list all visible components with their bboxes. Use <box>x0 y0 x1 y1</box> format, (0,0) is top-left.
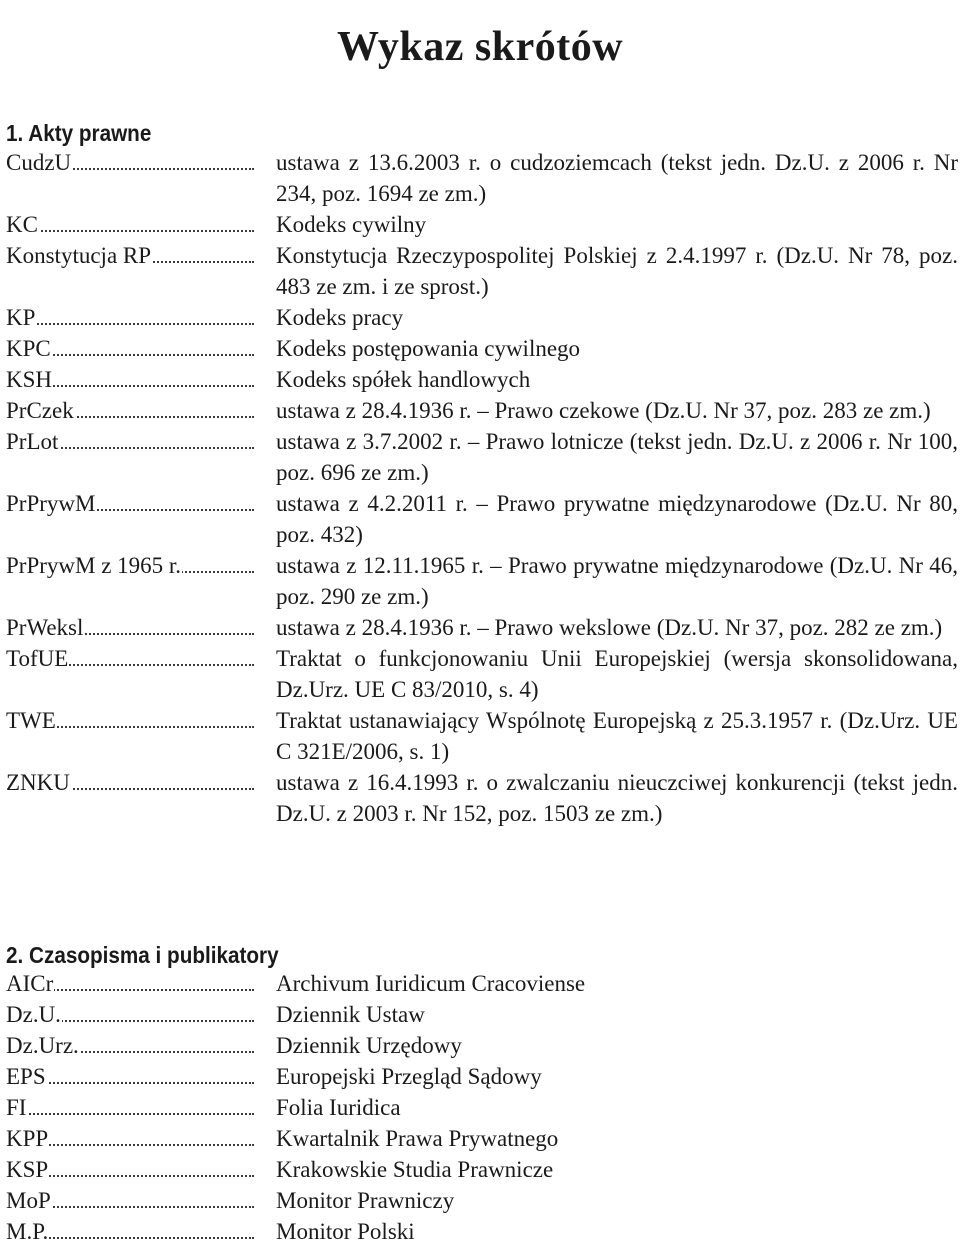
abbreviation-expansion: Kodeks cywilny <box>276 212 427 237</box>
abbreviation-expansion: Traktat o funkcjonowaniu Unii Europejskiej (wersja skonsolidowana, Dz.Urz. UE C 83/2010, s. 4) <box>276 646 958 702</box>
abbreviation-expansion: Kodeks postępowania cywilnego <box>276 336 581 361</box>
abbreviation: PrPrywM <box>6 491 96 516</box>
abbreviation-entry <box>6 240 958 302</box>
abbreviation-term <box>6 612 268 643</box>
abbreviation-entry <box>6 209 958 240</box>
abbreviation-term <box>6 147 268 178</box>
abbreviation-term <box>6 333 268 364</box>
abbreviation-entry <box>6 488 958 550</box>
abbreviation: KP <box>6 305 36 330</box>
abbreviation-term <box>6 999 268 1030</box>
abbreviation-entry <box>6 333 958 364</box>
abbreviation-expansion: ustawa z 16.4.1993 r. o zwalczaniu nieuczciwej konkurencji (tekst jedn. Dz.U. z 2003 r. Nr 152, poz. 1503 ze zm.) <box>276 770 958 826</box>
abbreviation-entry <box>6 395 958 426</box>
abbreviation-entry <box>6 147 958 209</box>
abbreviation-term <box>6 1092 268 1123</box>
abbreviation-entry <box>6 1061 958 1092</box>
abbreviation-term <box>6 1185 268 1216</box>
abbreviation-entry <box>6 767 958 829</box>
abbreviation-expansion: Kodeks pracy <box>276 305 404 330</box>
abbreviation-expansion: Monitor Prawniczy <box>276 1188 455 1213</box>
abbreviation-term <box>6 395 268 426</box>
dot-leader <box>6 230 254 232</box>
abbreviation-expansion: ustawa z 13.6.2003 r. o cudzoziemcach (tekst jedn. Dz.U. z 2006 r. Nr 234, poz. 1694 ze zm.) <box>276 150 958 206</box>
abbreviation-entry <box>6 364 958 395</box>
abbreviation: KSP <box>6 1157 49 1182</box>
abbreviation-term <box>6 643 268 674</box>
abbreviation: Konstytucja RP <box>6 243 152 268</box>
abbreviation-expansion: ustawa z 28.4.1936 r. – Prawo czekowe (Dz.U. Nr 37, poz. 283 ze zm.) <box>276 398 931 423</box>
abbreviation-entry <box>6 550 958 612</box>
abbreviation: PrPrywM z 1965 r. <box>6 553 182 578</box>
abbreviation-entry <box>6 1123 958 1154</box>
abbreviation: PrCzek <box>6 398 74 423</box>
abbreviation: TWE <box>6 708 56 733</box>
abbreviation-term <box>6 1061 268 1092</box>
abbreviation-entry <box>6 1216 958 1247</box>
abbreviation-expansion: Archivum Iuridicum Cracoviense <box>276 971 586 996</box>
abbreviation-term <box>6 426 268 457</box>
abbreviation-expansion: ustawa z 12.11.1965 r. – Prawo prywatne międzynarodowe (Dz.U. Nr 46, poz. 290 ze zm.) <box>276 553 958 609</box>
abbreviation-expansion: Europejski Przegląd Sądowy <box>276 1064 542 1089</box>
abbreviation-term <box>6 1030 268 1061</box>
abbreviation-list-czasopisma <box>6 968 958 1247</box>
abbreviation: Dz.Urz. <box>6 1033 79 1058</box>
abbreviation-term <box>6 302 268 333</box>
abbreviation-term <box>6 209 268 240</box>
section-heading-czasopisma: 2. Czasopisma i publikatory <box>6 942 279 969</box>
abbreviation: KPP <box>6 1126 49 1151</box>
abbreviation-term <box>6 767 268 798</box>
abbreviation: M.P. <box>6 1219 49 1244</box>
abbreviation: KC <box>6 212 38 237</box>
abbreviation: EPS <box>6 1064 46 1089</box>
abbreviation: AICr <box>6 971 54 996</box>
abbreviation-expansion: ustawa z 28.4.1936 r. – Prawo wekslowe (Dz.U. Nr 37, poz. 282 ze zm.) <box>276 615 943 640</box>
abbreviation: FI <box>6 1095 27 1120</box>
abbreviation-entry <box>6 705 958 767</box>
abbreviation-term <box>6 968 268 999</box>
abbreviation: MoP <box>6 1188 51 1213</box>
abbreviation-entry <box>6 302 958 333</box>
abbreviation-term <box>6 240 268 271</box>
abbreviation: PrLot <box>6 429 59 454</box>
abbreviation: PrWeksl <box>6 615 84 640</box>
abbreviation-expansion: Traktat ustanawiający Wspólnotę Europejską z 25.3.1957 r. (Dz.Urz. UE C 321E/2006, s. 1) <box>276 708 958 764</box>
abbreviation-term <box>6 1154 268 1185</box>
abbreviation-expansion: Kodeks spółek handlowych <box>276 367 531 392</box>
abbreviation-term <box>6 550 268 581</box>
abbreviation-expansion: Konstytucja Rzeczypospolitej Polskiej z 2.4.1997 r. (Dz.U. Nr 78, poz. 483 ze zm. i ze sprost.) <box>276 243 958 299</box>
abbreviation: TofUE <box>6 646 69 671</box>
abbreviation-term <box>6 364 268 395</box>
dot-leader <box>6 1113 254 1115</box>
abbreviation-entry <box>6 426 958 488</box>
abbreviation-entry <box>6 999 958 1030</box>
abbreviation-expansion: Monitor Polski <box>276 1219 415 1244</box>
section-heading-akty-prawne: 1. Akty prawne <box>6 120 152 147</box>
abbreviation-entry <box>6 643 958 705</box>
abbreviation-entry <box>6 968 958 999</box>
abbreviation-entry <box>6 1154 958 1185</box>
abbreviation-expansion: Folia Iuridica <box>276 1095 401 1120</box>
dot-leader <box>6 323 254 325</box>
abbreviation: ZNKU <box>6 770 70 795</box>
abbreviation-expansion: Dziennik Urzędowy <box>276 1033 462 1058</box>
abbreviation: KSH <box>6 367 53 392</box>
abbreviation: Dz.U. <box>6 1002 61 1027</box>
abbreviation-entry <box>6 1030 958 1061</box>
abbreviation-entry <box>6 612 958 643</box>
abbreviation-term <box>6 705 268 736</box>
abbreviation-expansion: ustawa z 3.7.2002 r. – Prawo lotnicze (tekst jedn. Dz.U. z 2006 r. Nr 100, poz. 696 ze zm.) <box>276 429 958 485</box>
abbreviation-entry <box>6 1092 958 1123</box>
abbreviation-list-akty-prawne <box>6 147 958 829</box>
abbreviation-term <box>6 1216 268 1247</box>
abbreviation: CudzU <box>6 150 72 175</box>
abbreviation-term <box>6 1123 268 1154</box>
abbreviation-term <box>6 488 268 519</box>
abbreviation-entry <box>6 1185 958 1216</box>
abbreviation-expansion: ustawa z 4.2.2011 r. – Prawo prywatne międzynarodowe (Dz.U. Nr 80, poz. 432) <box>276 491 958 547</box>
abbreviation-expansion: Krakowskie Studia Prawnicze <box>276 1157 554 1182</box>
abbreviation-expansion: Dziennik Ustaw <box>276 1002 425 1027</box>
abbreviation: KPC <box>6 336 51 361</box>
page-title: Wykaz skrótów <box>336 24 624 71</box>
abbreviation-expansion: Kwartalnik Prawa Prywatnego <box>276 1126 559 1151</box>
